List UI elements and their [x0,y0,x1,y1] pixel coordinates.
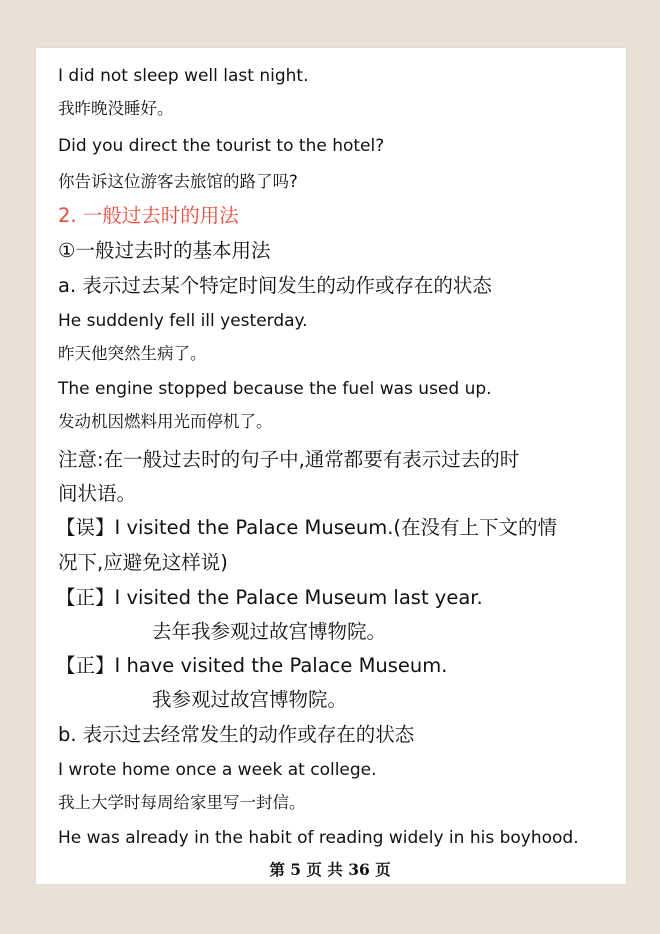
correct-example: 【正】I have visited the Palace Museum. [56,654,448,677]
example-sentence-en: Did you direct the tourist to the hotel? [58,136,385,156]
correct-example-translation: 我参观过故宫博物院。 [152,688,348,711]
subsection-heading: ①一般过去时的基本用法 [58,239,271,262]
note-paragraph-continued: 间状语。 [58,482,137,505]
section-heading: 2. 一般过去时的用法 [58,204,239,227]
example-sentence-en: I wrote home once a week at college. [58,760,377,780]
example-sentence-en: He suddenly fell ill yesterday. [58,311,308,331]
usage-point-b: b. 表示过去经常发生的动作或存在的状态 [58,723,415,746]
example-sentence-en: I did not sleep well last night. [58,66,309,86]
note-paragraph: 注意:在一般过去时的句子中,通常都要有表示过去的时 [58,448,520,471]
example-sentence-en: The engine stopped because the fuel was used up. [58,379,492,399]
usage-point-a: a. 表示过去某个特定时间发生的动作或存在的状态 [58,274,492,297]
example-sentence-zh: 我上大学时每周给家里写一封信。 [58,793,306,812]
example-sentence-zh: 我昨晚没睡好。 [58,99,174,118]
wrong-example-continued: 况下,应避免这样说) [58,551,228,574]
example-sentence-zh: 发动机因燃料用光而停机了。 [58,412,273,431]
correct-example-translation: 去年我参观过故宫博物院。 [152,620,387,643]
wrong-example: 【误】I visited the Palace Museum.(在没有上下文的情 [56,516,558,539]
page-number-footer: 第 5 页 共 36 页 [269,860,391,879]
correct-example: 【正】I visited the Palace Museum last year. [56,586,483,609]
example-sentence-en: He was already in the habit of reading widely in his boyhood. [58,828,579,848]
example-sentence-zh: 昨天他突然生病了。 [58,344,207,363]
example-sentence-zh: 你告诉这位游客去旅馆的路了吗? [58,172,298,191]
